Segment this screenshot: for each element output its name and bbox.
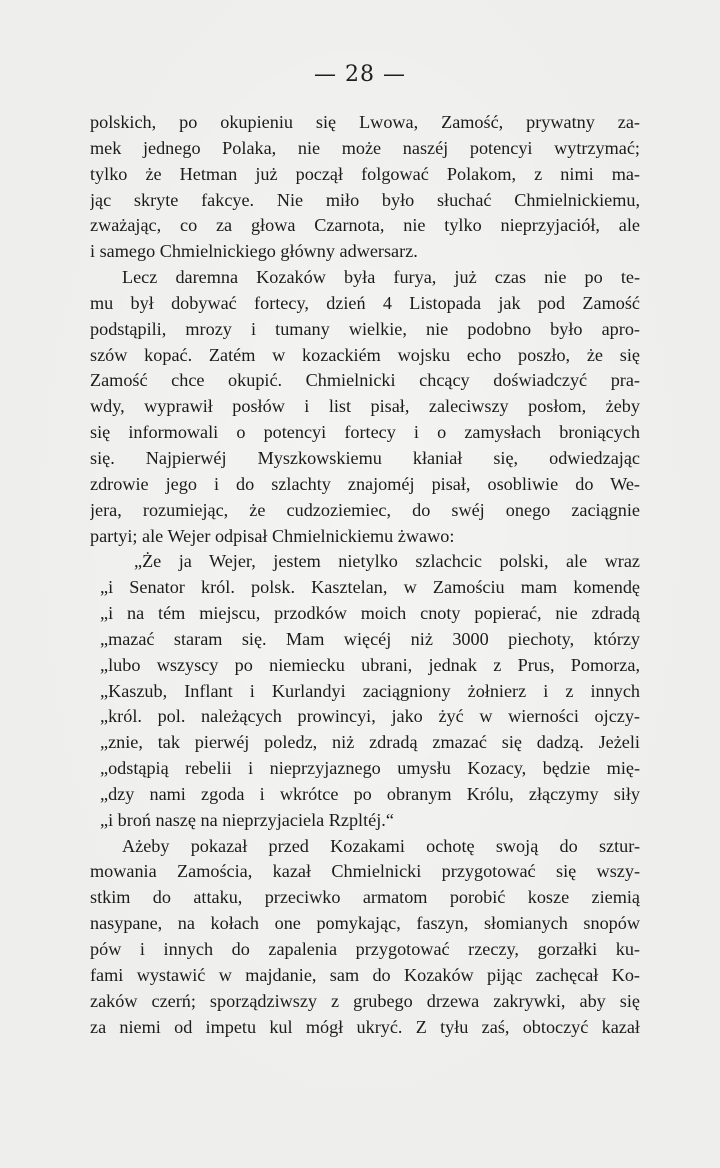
text-line: „mazać staram się. Mam więcéj niż 3000 piechoty, którzy (100, 628, 640, 649)
text-line: „Że ja Wejer, jestem nietylko szlachcic polski, ale wraz (134, 551, 640, 572)
text-line: tylko że Hetman już począł folgować Polakom, z nimi ma- (90, 163, 640, 184)
text-line: nasypane, na kołach one pomykając, faszyn, słomianych snopów (90, 913, 640, 934)
text-line: „i broń naszę na nieprzyjaciela Rzpltéj.“ (100, 809, 394, 830)
text-line: za niemi od impetu kul mógł ukryć. Z tyłu zaś, obtoczyć kazał (90, 1016, 640, 1037)
text-line: się informowali o potencyi fortecy i o zamysłach broniących (90, 422, 640, 443)
text-line: „Kaszub, Inflant i Kurlandyi zaciągniony żołnierz i z innych (100, 680, 640, 701)
text-line: „i na tém miejscu, przodków moich cnoty popierać, nie zdradą (100, 603, 640, 624)
text-line: mu był dobywać fortecy, dzień 4 Listopada jak pod Zamość (90, 292, 640, 313)
text-line: „dzy nami zgoda i wkrótce po obranym Królu, złączymy siły (100, 783, 640, 804)
text-line: się. Najpierwéj Myszkowskiemu kłaniał się, odwiedzając (90, 447, 640, 468)
text-line: mek jednego Polaka, nie może naszéj potencyi wytrzymać; (90, 137, 640, 158)
text-line: wdy, wyprawił posłów i list pisał, zaleciwszy posłom, żeby (90, 396, 640, 417)
text-line: jąc skryte fakcye. Nie miło było słuchać Chmielnickiemu, (90, 189, 640, 210)
text-line: „i Senator król. polsk. Kasztelan, w Zamościu mam komendę (100, 577, 640, 598)
text-line: szów kopać. Zatém w kozackiém wojsku echo poszło, że się (90, 344, 640, 365)
text-line: Zamość chce okupić. Chmielnicki chcący doświadczyć pra- (90, 370, 640, 391)
text-line: fami wystawić w majdanie, sam do Kozaków pijąc zachęcał Ko- (90, 964, 640, 985)
body-text (90, 110, 640, 1040)
text-line: stkim do attaku, przeciwko armatom porobić kosze ziemią (90, 887, 640, 908)
text-line: polskich, po okupieniu się Lwowa, Zamość, prywatny za- (90, 112, 640, 132)
text-line: i samego Chmielnickiego główny adwersarz. (90, 241, 418, 262)
page-number: — 28 — (314, 62, 406, 87)
text-line: jera, rozumiejąc, że cudzoziemiec, do swéj onego zaciągnie (90, 499, 640, 520)
text-line: zaków czerń; sporządziwszy z grubego drzewa zakrywki, aby się (90, 990, 640, 1011)
text-line: mowania Zamościa, kazał Chmielnicki przygotować się wszy- (90, 861, 640, 882)
text-line: zważając, co za głowa Czarnota, nie tylko nieprzyjaciół, ale (90, 215, 640, 236)
text-line: podstąpili, mrozy i tumany wielkie, nie podobno było apro- (90, 318, 640, 339)
text-line: pów i innych do zapalenia przygotować rzeczy, gorzałki ku- (90, 939, 640, 959)
text-line: „odstąpią rebelii i nieprzyjaznego umysłu Kozacy, będzie mię- (100, 758, 640, 779)
text-line: „znie, tak pierwéj poledz, niż zdradą zmazać się dadzą. Jeżeli (100, 732, 640, 753)
text-line: Lecz daremna Kozaków była furya, już czas nie po te- (122, 267, 640, 288)
text-line: Ażeby pokazał przed Kozakami ochotę swoją do sztur- (122, 835, 640, 856)
text-line: „król. pol. należących prowincyi, jako żyć w wierności ojczy- (100, 706, 640, 727)
text-line: partyi; ale Wejer odpisał Chmielnickiemu żwawo: (90, 525, 455, 546)
text-line: zdrowie jego i do szlachty znajoméj pisał, osobliwie do We- (90, 473, 640, 494)
text-line: „lubo wszyscy po niemiecku ubrani, jednak z Prus, Pomorza, (100, 654, 640, 675)
